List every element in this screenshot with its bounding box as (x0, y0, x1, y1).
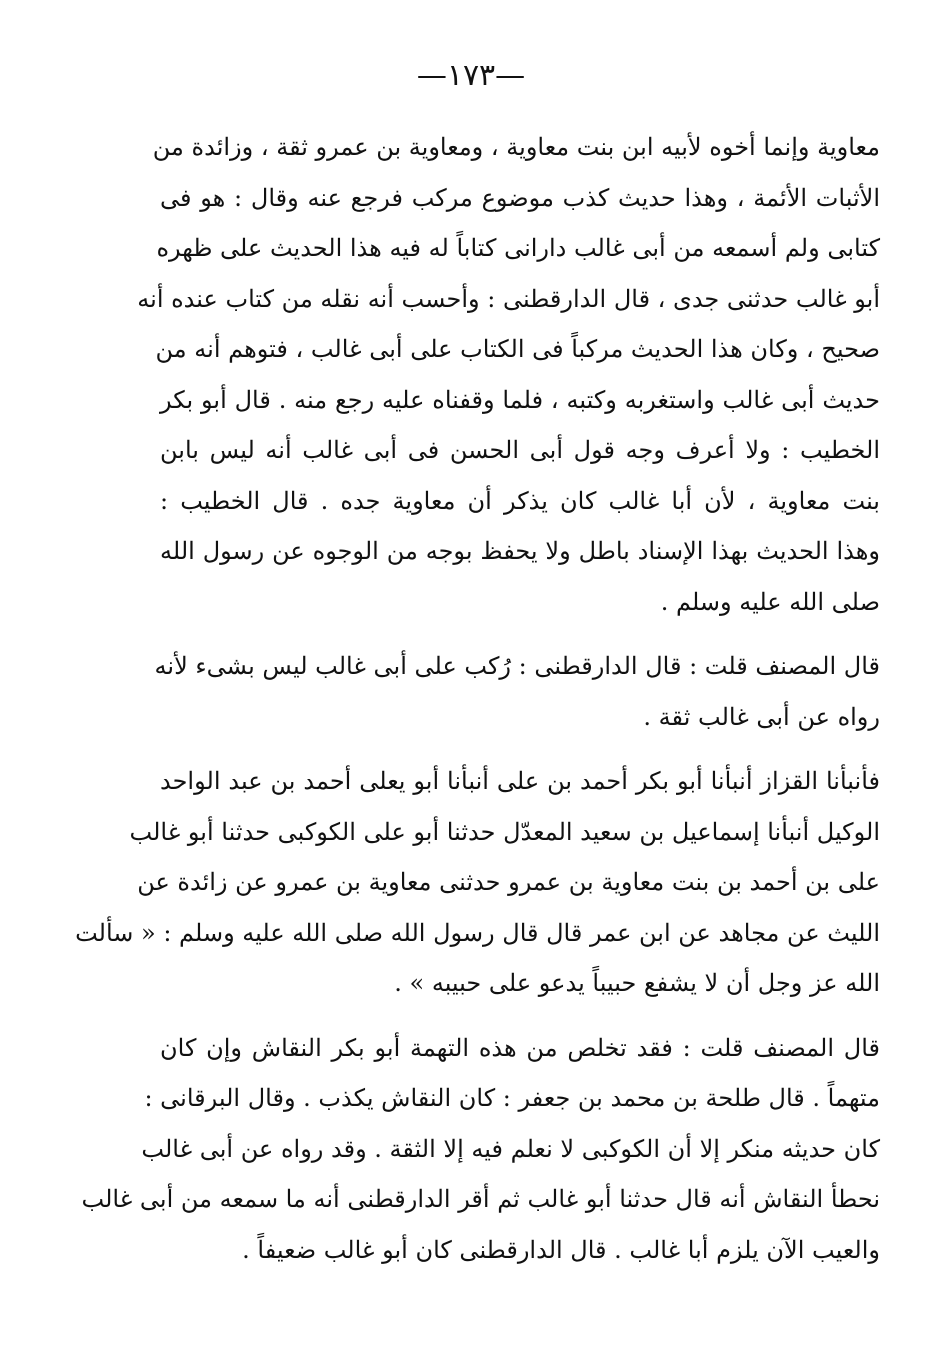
text-line: فأنبأنا القزاز أنبأنا أبو بكر أحمد بن على أنبأنا أبو يعلى أحمد بن عبد الواحد (160, 767, 880, 795)
text-line: الخطيب : ولا أعرف وجه قول أبى الحسن فى أبى غالب أنه ليس بابن (160, 436, 880, 464)
body-text (75, 122, 880, 1275)
text-line: والعيب الآن يلزم أبا غالب . قال الدارقطنى كان أبو غالب ضعيفاً . (242, 1235, 880, 1264)
text-line: بنت معاوية ، لأن أبا غالب كان يذكر أن معاوية جده . قال الخطيب : (160, 486, 880, 515)
text-line: نحطأ النقاش أنه قال حدثنا أبو غالب ثم أقر الدارقطنى أنه ما سمعه من أبى غالب (81, 1185, 880, 1213)
paragraph-gap (160, 742, 880, 756)
text-line: رواه عن أبى غالب ثقة . (643, 702, 880, 731)
paragraph-1 (137, 122, 880, 627)
text-line: الليث عن مجاهد عن ابن عمر قال قال رسول الله صلى الله عليه وسلم : « سألت (75, 918, 880, 947)
text-line: صلى الله عليه وسلم . (660, 587, 880, 616)
text-line: على بن أحمد بن بنت معاوية بن عمرو حدثنى معاوية بن عمرو عن زائدة عن (137, 868, 880, 896)
text-line: الأثبات الأئمة ، وهذا حديث كذب موضوع مركب فرجع عنه وقال : هو فى (160, 183, 880, 212)
text-line: متهماً . قال طلحة بن محمد بن جعفر : كان النقاش يكذب . وقال البرقانى : (144, 1084, 880, 1112)
text-line: معاوية وإنما أخوه لأبيه ابن بنت معاوية ، ومعاوية بن عمرو ثقة ، وزائدة من (152, 133, 880, 161)
text-line: حديث أبى غالب واستغربه وكتبه ، فلما وقفناه عليه رجع منه . قال أبو بكر (160, 385, 880, 414)
text-line: صحيح ، وكان هذا الحديث مركباً فى الكتاب على أبى غالب ، فتوهم أنه من (155, 335, 880, 363)
paragraph-2 (154, 641, 880, 742)
text-line: كان حديثه منكر إلا أن الكوكبى لا نعلم فيه إلا الثقة . وقد رواه عن أبى غالب (141, 1134, 880, 1163)
paragraph-3 (75, 756, 880, 1009)
text-line: الوكيل أنبأنا إسماعيل بن سعيد المعدّل حدثنا أبو على الكوكبى حدثنا أبو غالب (129, 817, 880, 846)
paragraph-4 (81, 1023, 880, 1276)
text-line: الله عز وجل أن لا يشفع حبيباً يدعو على حبيبه » . (394, 969, 880, 997)
text-line: كتابى ولم أسمعه من أبى غالب دارانى كتاباً له فيه هذا الحديث على ظهره (156, 234, 880, 262)
paragraph-gap (160, 627, 880, 641)
text-line: قال المصنف قلت : قال الدارقطنى : رُكب على أبى غالب ليس بشىء لأنه (154, 652, 880, 680)
paragraph-gap (160, 1009, 880, 1023)
page-number: —١٧٣— (416, 58, 526, 93)
text-line: وهذا الحديث بهذا الإسناد باطل ولا يحفظ بوجه من الوجوه عن رسول الله (160, 537, 880, 565)
text-line: أبو غالب حدثنى جدى ، قال الدارقطنى : وأحسب أنه نقله من كتاب عنده أنه (137, 284, 880, 313)
text-line: قال المصنف قلت : فقد تخلص من هذه التهمة أبو بكر النقاش وإن كان (160, 1033, 880, 1062)
